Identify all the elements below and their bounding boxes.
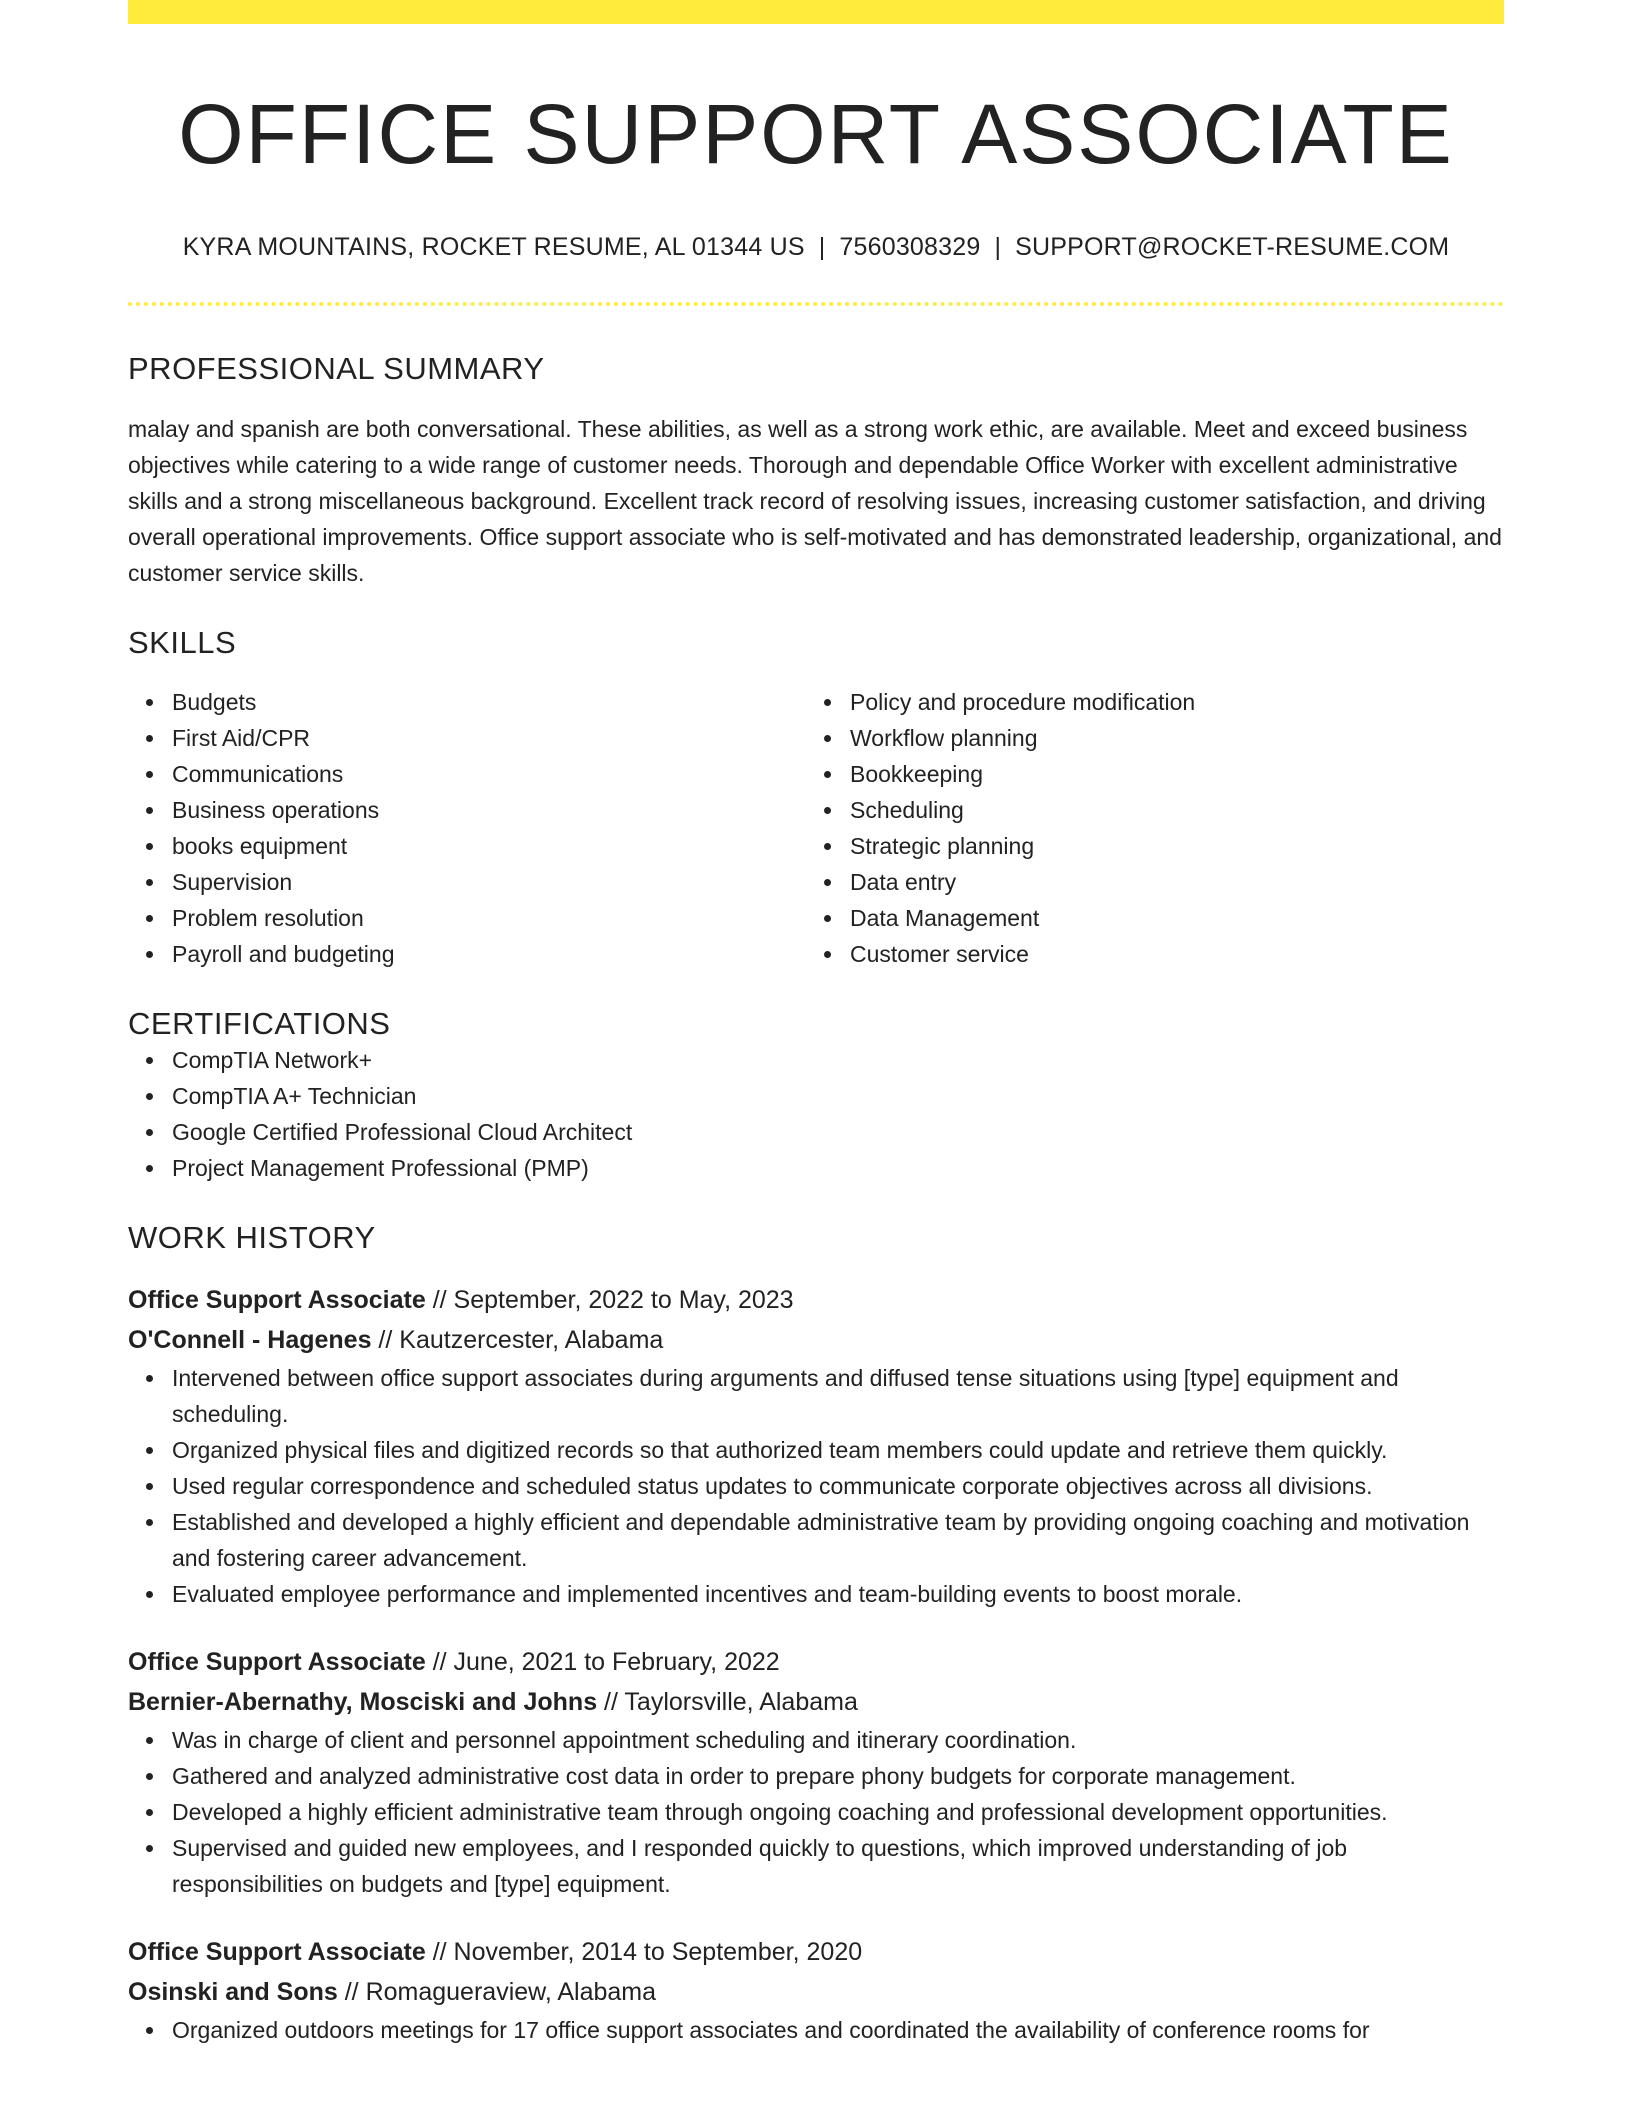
skill-item: Communications	[172, 756, 806, 792]
job-bullet: Developed a highly efficient administrative team through ongoing coaching and professional development opportunities.	[172, 1794, 1504, 1830]
skill-item: Bookkeeping	[850, 756, 1484, 792]
certification-item: CompTIA Network+	[172, 1042, 1504, 1078]
job-title-line	[128, 1642, 1504, 1682]
contact-separator: |	[994, 232, 1002, 261]
job-company: Bernier-Abernathy, Mosciski and Johns	[128, 1687, 598, 1716]
contact-address: KYRA MOUNTAINS, ROCKET RESUME, AL 01344 US	[182, 232, 805, 261]
job-location: // Kautzercester, Alabama	[371, 1325, 664, 1354]
resume-page	[128, 0, 1504, 2048]
job-title-line	[128, 1280, 1504, 1320]
job-bullet: Intervened between office support associates during arguments and diffused tense situations using [type] equipment and scheduling.	[172, 1360, 1504, 1432]
job-company-line	[128, 1682, 1504, 1722]
skills-columns	[128, 684, 1504, 972]
job-bullet: Organized physical files and digitized records so that authorized team members could update and retrieve them quickly.	[172, 1432, 1504, 1468]
job-bullet-list	[128, 1722, 1504, 1902]
skill-item: Workflow planning	[850, 720, 1484, 756]
job-bullet: Gathered and analyzed administrative cost data in order to prepare phony budgets for corporate management.	[172, 1758, 1504, 1794]
job-entry	[128, 1642, 1504, 1902]
job-bullet: Established and developed a highly efficient and dependable administrative team by providing ongoing coaching and motivation and fostering career advancement.	[172, 1504, 1504, 1576]
skill-item: books equipment	[172, 828, 806, 864]
job-company: O'Connell - Hagenes	[128, 1325, 372, 1354]
summary-text: malay and spanish are both conversational. These abilities, as well as a strong work ethic, are available. Meet and exceed business objectives while catering to a wide range of customer needs. Thorough and dependable Office Worker with excellent administrative skills and a strong miscellaneous background. Excellent track record of resolving issues, increasing customer satisfaction, and driving overall operational improvements. Office support associate who is self-motivated and has demonstrated leadership, organizational, and customer service skills.	[128, 415, 1502, 586]
skill-item: Supervision	[172, 864, 806, 900]
skill-item: Scheduling	[850, 792, 1484, 828]
job-title: Office Support Associate	[128, 1285, 426, 1314]
job-location: // Romagueraview, Alabama	[337, 1977, 657, 2006]
skills-list-left	[128, 684, 806, 972]
skill-item: Business operations	[172, 792, 806, 828]
job-entry	[128, 1280, 1504, 1612]
job-bullet: Supervised and guided new employees, and I responded quickly to questions, which improved understanding of job responsibilities on budgets and [type] equipment.	[172, 1830, 1504, 1902]
contact-separator: |	[818, 232, 826, 261]
skill-item: First Aid/CPR	[172, 720, 806, 756]
skill-item: Problem resolution	[172, 900, 806, 936]
job-dates: // June, 2021 to February, 2022	[425, 1647, 780, 1676]
job-company-line	[128, 1972, 1504, 2012]
skills-list-right	[806, 684, 1484, 972]
contact-phone: 7560308329	[839, 232, 981, 261]
job-bullet-list	[128, 2012, 1504, 2048]
job-bullet: Was in charge of client and personnel appointment scheduling and itinerary coordination.	[172, 1722, 1504, 1758]
top-accent-bar	[128, 0, 1504, 24]
skill-item: Budgets	[172, 684, 806, 720]
job-bullet: Evaluated employee performance and implemented incentives and team-building events to boost morale.	[172, 1576, 1504, 1612]
job-title: Office Support Associate	[128, 1647, 426, 1676]
skills-heading: SKILLS	[128, 624, 237, 660]
certification-item: Google Certified Professional Cloud Architect	[172, 1114, 1504, 1150]
skill-item: Data entry	[850, 864, 1484, 900]
job-company: Osinski and Sons	[128, 1977, 338, 2006]
skill-item: Strategic planning	[850, 828, 1484, 864]
summary-heading: PROFESSIONAL SUMMARY	[128, 350, 545, 386]
job-bullet: Used regular correspondence and scheduled status updates to communicate corporate objectives across all divisions.	[172, 1468, 1504, 1504]
job-company-line	[128, 1320, 1504, 1360]
job-dates: // September, 2022 to May, 2023	[425, 1285, 794, 1314]
job-entry	[128, 1932, 1504, 2048]
job-location: // Taylorsville, Alabama	[597, 1687, 858, 1716]
job-dates: // November, 2014 to September, 2020	[425, 1937, 863, 1966]
certifications-heading: CERTIFICATIONS	[128, 1005, 391, 1041]
contact-email: SUPPORT@ROCKET-RESUME.COM	[1015, 232, 1450, 261]
skill-item: Policy and procedure modification	[850, 684, 1484, 720]
skill-item: Payroll and budgeting	[172, 936, 806, 972]
resume-title: OFFICE SUPPORT ASSOCIATE	[178, 87, 1454, 181]
skill-item: Data Management	[850, 900, 1484, 936]
job-title: Office Support Associate	[128, 1937, 426, 1966]
job-bullet-list	[128, 1360, 1504, 1612]
header-divider	[128, 302, 1504, 306]
job-bullet: Organized outdoors meetings for 17 office support associates and coordinated the availability of conference rooms for	[172, 2012, 1504, 2048]
job-title-line	[128, 1932, 1504, 1972]
contact-line	[128, 233, 1504, 262]
work-history-heading: WORK HISTORY	[128, 1219, 376, 1255]
certifications-list	[128, 1042, 1504, 1186]
skill-item: Customer service	[850, 936, 1484, 972]
certification-item: Project Management Professional (PMP)	[172, 1150, 1504, 1186]
certification-item: CompTIA A+ Technician	[172, 1078, 1504, 1114]
